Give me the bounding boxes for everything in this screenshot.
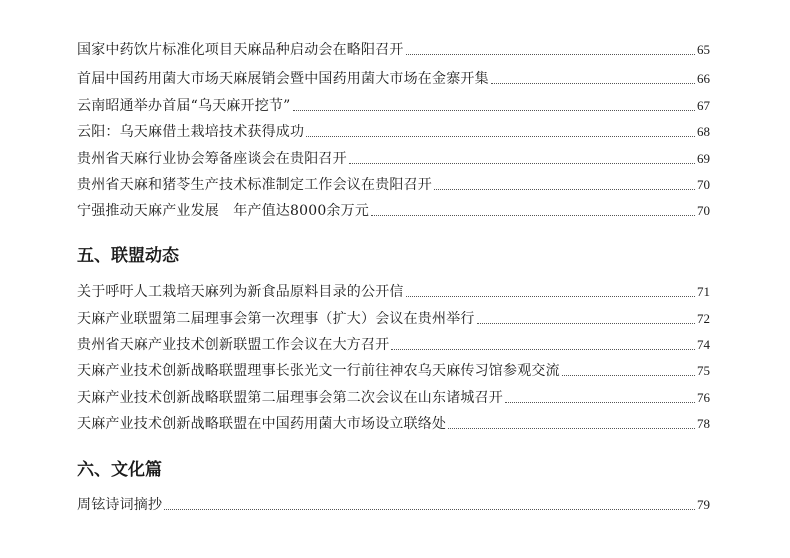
toc-entry-page: 71 [697,284,710,299]
dot-leader [505,401,695,403]
toc-entry-title: 关于呼吁人工栽培天麻列为新食品原料目录的公开信 [77,284,404,300]
dot-leader [562,374,695,376]
toc-entry-page: 72 [697,311,710,326]
toc-entry-page: 70 [697,203,710,218]
toc-entry[interactable] [77,150,710,168]
toc-entry-title: 宁强推动天麻产业发展 年产值达8000余万元 [77,203,370,219]
dot-leader [371,214,695,216]
toc-entry[interactable] [77,176,710,194]
toc-entry-page: 66 [697,71,710,86]
toc-entry-title: 云南昭通举办首届“乌天麻开挖节” [77,98,291,114]
toc-entry[interactable] [77,202,710,220]
dot-leader [434,188,695,190]
dot-leader [293,109,695,111]
dot-leader [406,53,695,55]
toc-entry-title: 天麻产业技术创新战略联盟在中国药用菌大市场设立联络处 [77,416,447,432]
toc-entry[interactable] [77,336,710,354]
toc-entry-title: 天麻产业技术创新战略联盟第二届理事会第二次会议在山东诸城召开 [77,390,503,406]
dot-leader [306,135,695,137]
toc-entry-title: 贵州省天麻和猪苓生产技术标准制定工作会议在贵阳召开 [77,177,432,193]
toc-entry-page: 65 [697,42,710,57]
toc-entry[interactable] [77,97,710,115]
toc-entry-page: 67 [697,98,710,113]
dot-leader [477,322,695,324]
toc-entry-page: 70 [697,177,710,192]
toc-entry-title: 云阳：乌天麻借土栽培技术获得成功 [77,124,305,140]
dot-leader [164,508,695,510]
toc-entry-title: 周铉诗词摘抄 [77,497,163,513]
section-heading: 六、文化篇 [77,460,162,480]
toc-entry-page: 68 [697,124,710,139]
toc-entry-page: 78 [697,416,710,431]
section-heading: 五、联盟动态 [77,246,179,266]
toc-entry[interactable] [77,310,710,328]
toc-entry-title: 天麻产业联盟第二届理事会第一次理事（扩大）会议在贵州举行 [77,311,475,327]
toc-entry-page: 75 [697,363,710,378]
toc-entry-title: 贵州省天麻产业技术创新联盟工作会议在大方召开 [77,337,390,353]
toc-entry-title: 天麻产业技术创新战略联盟理事长张光文一行前往神农乌天麻传习馆参观交流 [77,363,560,379]
toc-entry[interactable] [77,283,710,301]
toc-entry-title: 贵州省天麻行业协会筹备座谈会在贵阳召开 [77,151,347,167]
toc-entry-page: 76 [697,390,710,405]
toc-entry[interactable] [77,70,710,88]
toc-entry-title: 国家中药饮片标准化项目天麻品种启动会在略阳召开 [77,42,404,58]
dot-leader [491,82,695,84]
toc-entry[interactable] [77,389,710,407]
toc-entry[interactable] [77,415,710,433]
dot-leader [349,162,695,164]
toc-entry[interactable] [77,362,710,380]
dot-leader [448,427,695,429]
dot-leader [406,295,695,297]
dot-leader [391,348,695,350]
toc-entry-title: 首届中国药用菌大市场天麻展销会暨中国药用菌大市场在金寨开集 [77,71,489,87]
toc-entry[interactable] [77,496,710,514]
toc-entry-page: 74 [697,337,710,352]
toc-entry[interactable] [77,123,710,141]
toc-entry-page: 69 [697,151,710,166]
toc-entry[interactable] [77,41,710,59]
toc-entry-page: 79 [697,497,710,512]
